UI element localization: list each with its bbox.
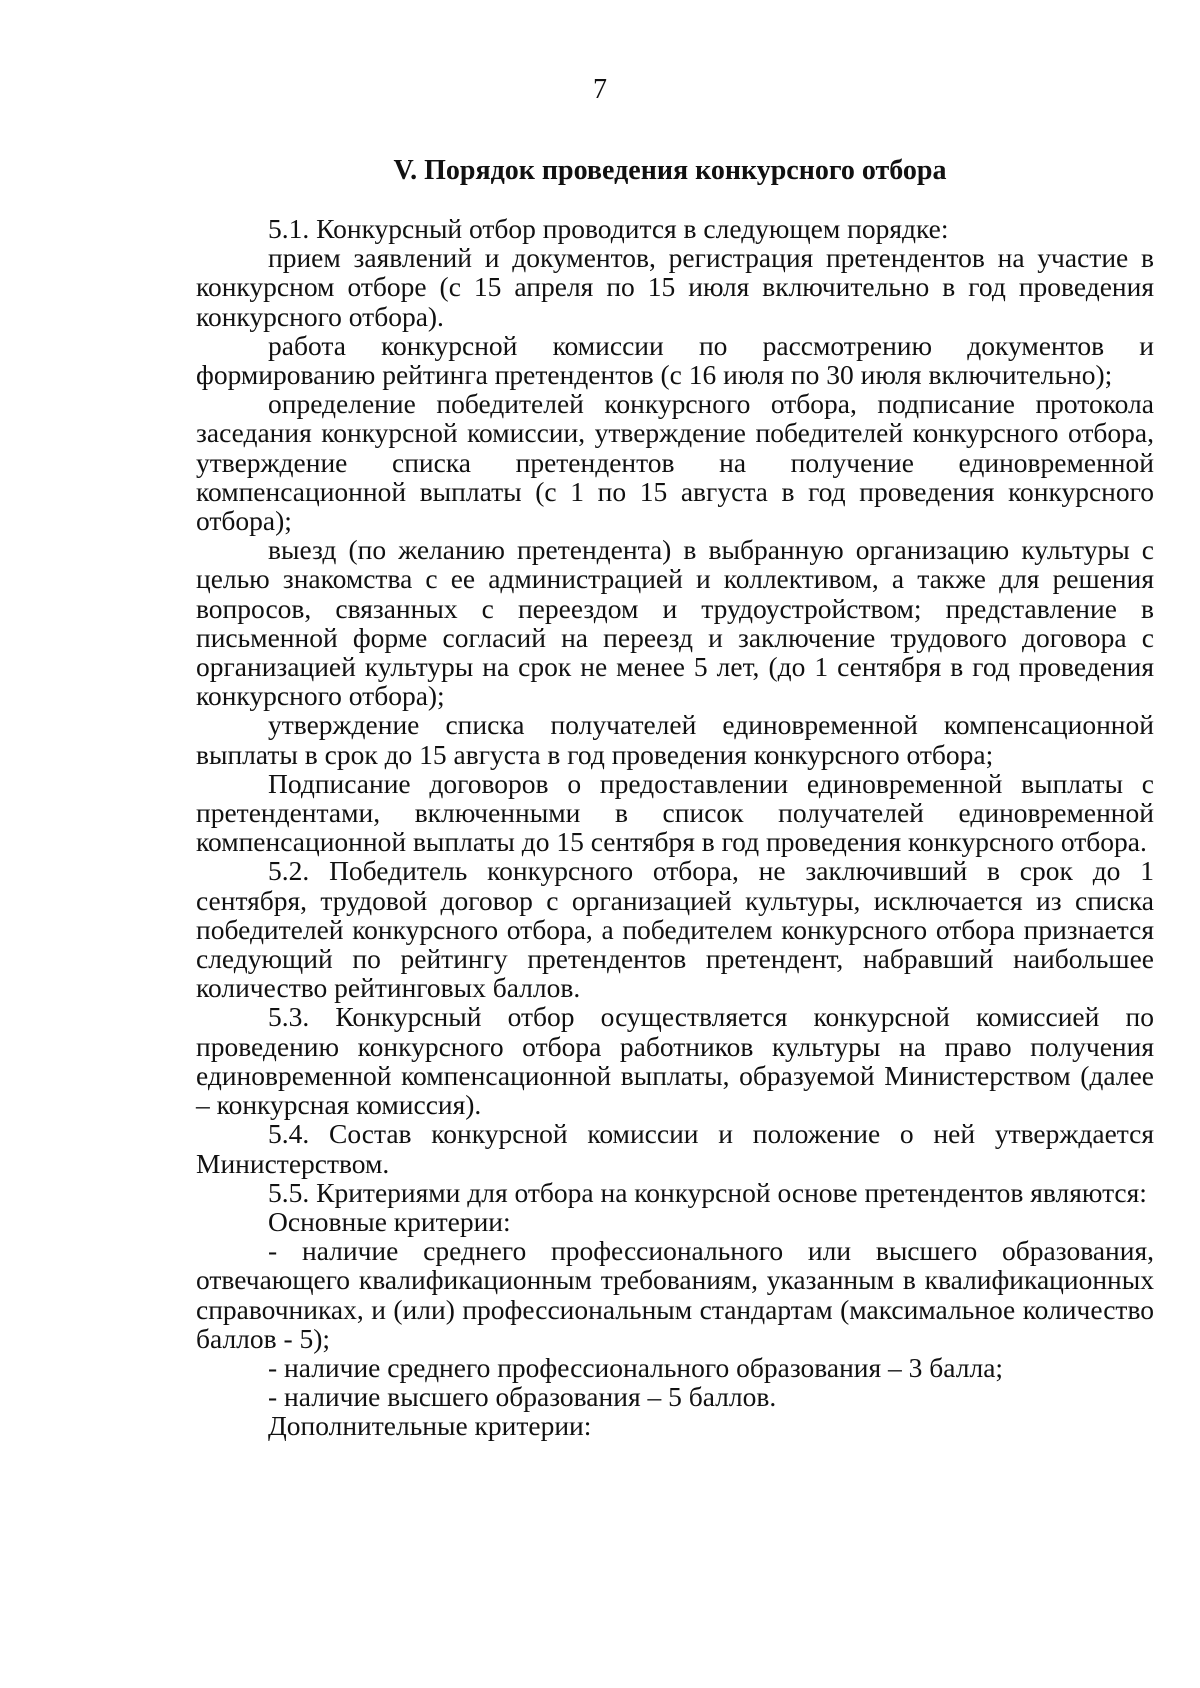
paragraph-recipients-list: утверждение списка получателей единовременной компенсационной выплаты в срок до 15 августа в год проведения конкурсного отбора; bbox=[196, 709, 1154, 770]
paragraph-applications: прием заявлений и документов, регистрация претендентов на участие в конкурсном отборе (с 15 апреля по 15 июля включительно в год проведения конкурсного отбора). bbox=[196, 242, 1154, 332]
paragraph-5-3: 5.3. Конкурсный отбор осуществляется конкурсной комиссией по проведению конкурсного отбора работников культуры на право получения единовременной компенсационной выплаты, образуемой Министерством (далее – конкурсная комиссия). bbox=[196, 1001, 1154, 1121]
paragraph-5-4: 5.4. Состав конкурсной комиссии и положение о ней утверждается Министерством. bbox=[196, 1118, 1154, 1179]
paragraph-commission-work: работа конкурсной комиссии по рассмотрению документов и формированию рейтинга претендентов (с 16 июля по 30 июля включительно); bbox=[196, 329, 1154, 391]
page-number: 7 bbox=[593, 74, 607, 105]
paragraph-trip: выезд (по желанию претендента) в выбранную организацию культуры с целью знакомства с ее администрацией и коллективом, а также для решения вопросов, связанных с переездом и трудоустройством; представление в письменной форме согласий на переезд и заключение трудового договора с организацией культуры на срок не менее 5 лет, (до 1 сентября в год проведения конкурсного отбора); bbox=[196, 534, 1154, 712]
document-body bbox=[196, 214, 1154, 1441]
section-title: V. Порядок проведения конкурсного отбора bbox=[393, 155, 947, 186]
paragraph-5-5: 5.5. Критериями для отбора на конкурсной основе претендентов являются: bbox=[268, 1176, 1147, 1208]
criterion-secondary-education: - наличие среднего профессионального образования – 3 балла; bbox=[268, 1351, 1004, 1383]
main-criteria-label: Основные критерии: bbox=[268, 1205, 511, 1237]
paragraph-5-1: 5.1. Конкурсный отбор проводится в следующем порядке: bbox=[268, 213, 949, 244]
paragraph-contracts: Подписание договоров о предоставлении единовременной выплаты с претендентами, включенными в список получателей единовременной компенсационной выплаты до 15 сентября в год проведения конкурсного отбора. bbox=[196, 767, 1154, 858]
criterion-education: - наличие среднего профессионального или высшего образования, отвечающего квалификационным требованиям, указанным в квалификационных справочниках, и (или) профессиональным стандартам (максимальное количество баллов - 5); bbox=[196, 1235, 1154, 1354]
paragraph-5-2: 5.2. Победитель конкурсного отбора, не заключивший в срок до 1 сентября, трудовой договор с организацией культуры, исключается из списка победителей конкурсного отбора, а победителем конкурсного отбора признается следующий по рейтингу претендентов претендент, набравший наибольшее количество рейтинговых баллов. bbox=[196, 855, 1154, 1004]
criterion-higher-education: - наличие высшего образования – 5 баллов. bbox=[268, 1381, 777, 1413]
paragraph-winners: определение победителей конкурсного отбора, подписание протокола заседания конкурсной комиссии, утверждение победителей конкурсного отбора, утверждение списка претендентов на получение единовременной компенсационной выплаты (с 1 по 15 августа в год проведения конкурсного отбора); bbox=[196, 388, 1154, 537]
additional-criteria-label: Дополнительные критерии: bbox=[268, 1410, 592, 1442]
